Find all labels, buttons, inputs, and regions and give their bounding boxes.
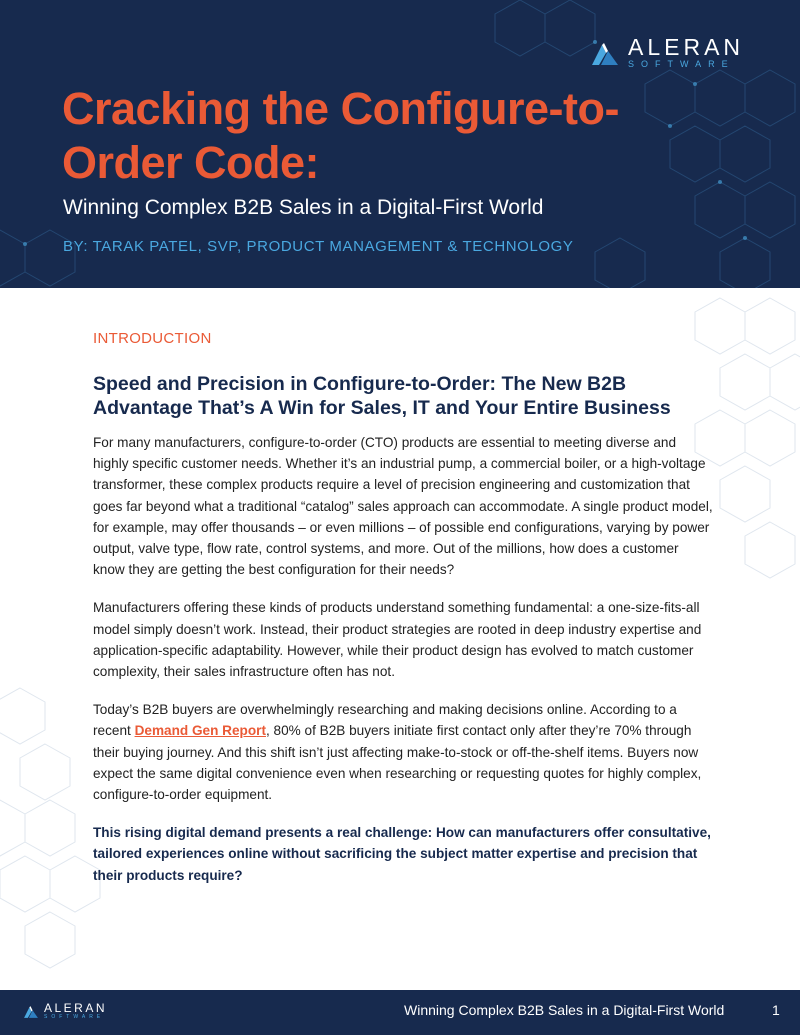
header-banner <box>0 0 800 288</box>
footer-logo-icon <box>23 1004 39 1019</box>
section-label: INTRODUCTION <box>93 330 212 347</box>
footer-logo <box>23 1002 107 1020</box>
demand-gen-report-link[interactable]: Demand Gen Report <box>134 723 266 739</box>
section-heading: Speed and Precision in Configure-to-Order: The New B2B Advantage That’s A Win for Sales, IT and Your Entire Business <box>93 373 671 419</box>
footer-logo-name: ALERAN <box>44 1001 108 1015</box>
paragraph-3-start: Today’s B2B buyers are overwhelmingly researching and making decisions online. According to a recent <box>93 702 677 739</box>
aleran-logo <box>590 36 744 69</box>
aleran-logo-icon <box>590 39 620 67</box>
logo-name: ALERAN <box>628 34 745 60</box>
footer-logo-subtitle: SOFTWARE <box>44 1014 105 1020</box>
emphasis-paragraph: This rising digital demand presents a real challenge: How can manufacturers offer consultative, tailored experiences online without sacrificing the subject matter expertise and precision that their products require? <box>93 825 711 883</box>
paragraph-1: For many manufacturers, configure-to-order (CTO) products are essential to meeting diverse and highly specific customer needs. Whether it’s an industrial pump, a commercial boiler, or a high-voltage transformer, these complex products require a level of precision engineering and customization that goes far beyond what a traditional “catalog” sales approach can accommodate. A single product model, for example, may offer thousands – or even millions – of possible end configurations, varying by power output, valve type, flow rate, control systems, and more. Out of the millions, how does a customer know they are getting the best configuration for their needs? <box>93 435 713 578</box>
page-title: Cracking the Configure-to-Order Code: <box>62 83 619 188</box>
footer-title: Winning Complex B2B Sales in a Digital-First World <box>404 1002 725 1018</box>
footer-bar <box>0 990 800 1035</box>
logo-subtitle: SOFTWARE <box>628 59 735 69</box>
author-byline: BY: TARAK PATEL, SVP, PRODUCT MANAGEMENT & TECHNOLOGY <box>63 238 574 255</box>
paragraph-2: Manufacturers offering these kinds of products understand something fundamental: a one-size-fits-all model simply doesn’t work. Instead, their product strategies are rooted in deep industry expertise and application-specific adaptability. However, while their product design has evolved to match customer complexity, their sales infrastructure often has not. <box>93 600 702 680</box>
paragraph-3-end: , 80% of B2B buyers initiate first contact only after they’re 70% through their buying journey. And this shift isn’t just affecting make-to-stock or off-the-shelf items. Buyers now expect the same digital convenience even when researching or requesting quotes for highly complex, configure-to-order equipment. <box>93 723 702 803</box>
paragraph-3 <box>93 699 713 805</box>
main-content <box>93 330 713 886</box>
page-number: 1 <box>772 1002 780 1018</box>
page-subtitle: Winning Complex B2B Sales in a Digital-First World <box>63 196 544 219</box>
